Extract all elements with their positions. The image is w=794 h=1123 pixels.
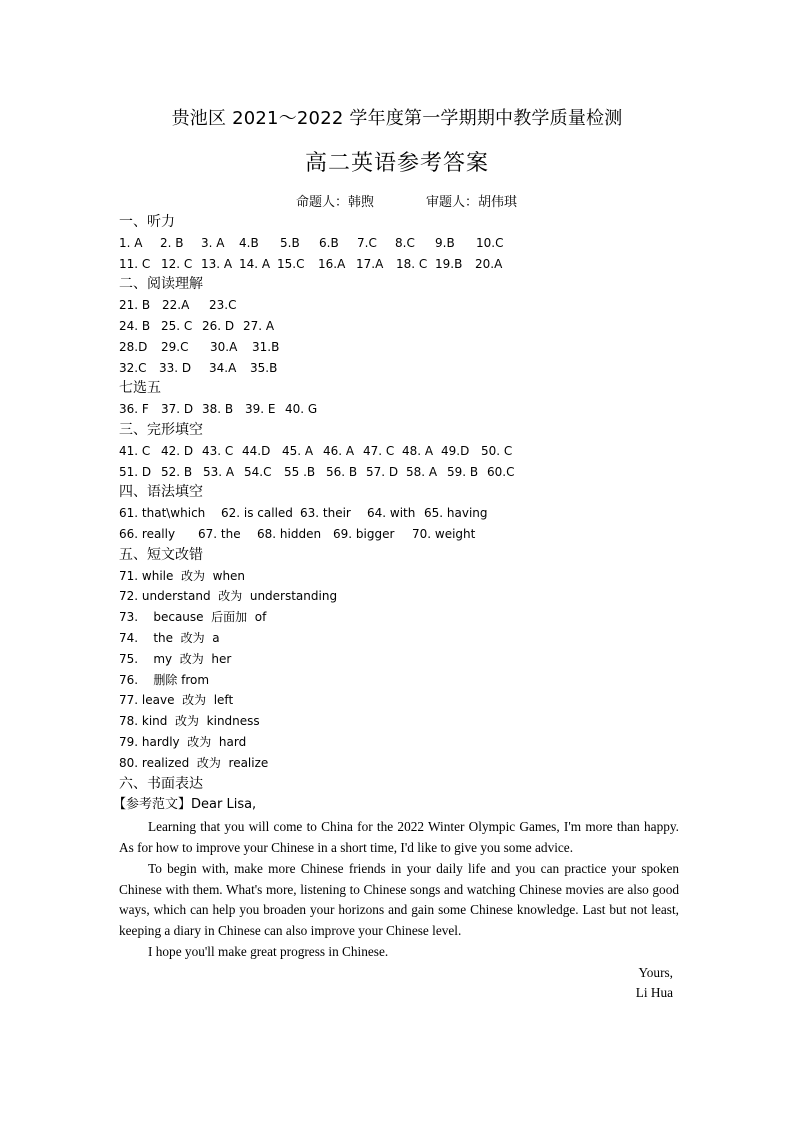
answer-row bbox=[119, 358, 679, 379]
answer-row bbox=[119, 399, 679, 420]
answer-item: 24. B bbox=[119, 318, 151, 333]
answer-item: 55 .B bbox=[284, 464, 316, 479]
correction-item: 80. realized 改为 realize bbox=[119, 755, 269, 770]
answer-row bbox=[119, 254, 679, 275]
answer-item: 45. A bbox=[282, 443, 314, 458]
answer-item: 34.A bbox=[209, 360, 237, 375]
sample-essay-label: 【参考范文】 bbox=[113, 797, 192, 813]
answer-item: 17.A bbox=[356, 256, 384, 271]
essay-paragraph: Learning that you will come to China for the 2022 Winter Olympic Games, I'm more than happy. As for how to improve your Chinese in a short time, I'd like to give you some advice. bbox=[119, 819, 679, 855]
answer-item: 52. B bbox=[161, 464, 193, 479]
answer-item: 29.C bbox=[161, 339, 189, 354]
answer-item: 10.C bbox=[476, 235, 504, 250]
answer-item: 21. B bbox=[119, 298, 151, 313]
answer-item: 8.C bbox=[395, 235, 415, 250]
answer-item: 1. A bbox=[119, 235, 143, 250]
answer-item: 16.A bbox=[318, 256, 346, 271]
answer-item: 32.C bbox=[119, 360, 147, 375]
answer-row bbox=[119, 503, 679, 524]
answer-item: 13. A bbox=[201, 256, 233, 271]
answer-item: 59. B bbox=[447, 464, 479, 479]
essay-paragraph: To begin with, make more Chinese friends in your daily life and you can practice your spoken Chinese with them. What's more, listening to Chinese songs and watching Chinese movies are also good ways, which can help you broaden your horizons and gain some Chinese knowledge. Last but not least, keeping a diary in Chinese can also improve your Chinese level. bbox=[119, 860, 679, 939]
answer-item: 28.D bbox=[119, 339, 148, 354]
answer-item: 42. D bbox=[161, 443, 194, 458]
answer-item: 63. their bbox=[300, 506, 351, 521]
answer-item: 39. E bbox=[245, 402, 276, 417]
answer-item: 58. A bbox=[406, 464, 438, 479]
section-heading-seven-choose-five: 七选五 bbox=[119, 380, 161, 397]
answer-item: 67. the bbox=[198, 526, 241, 541]
question-reviewer: 审题人：胡伟琪 bbox=[426, 195, 518, 210]
correction-item: 74. the 改为 a bbox=[119, 630, 220, 645]
section-heading-grammar: 四、语法填空 bbox=[119, 484, 203, 501]
answer-item: 69. bigger bbox=[333, 526, 395, 541]
answer-item: 46. A bbox=[323, 443, 355, 458]
answer-item: 7.C bbox=[357, 235, 377, 250]
sample-essay bbox=[119, 817, 679, 963]
section-heading-correction: 五、短文改错 bbox=[119, 546, 203, 563]
answer-item: 68. hidden bbox=[257, 526, 322, 541]
answer-item: 22.A bbox=[162, 298, 190, 313]
answer-item: 36. F bbox=[119, 402, 149, 417]
essay-greeting-line bbox=[113, 795, 679, 816]
answer-item: 44.D bbox=[242, 443, 271, 458]
answer-item: 38. B bbox=[202, 402, 234, 417]
answer-item: 66. really bbox=[119, 526, 176, 541]
answer-item: 18. C bbox=[396, 256, 428, 271]
section-heading-cloze: 三、完形填空 bbox=[119, 421, 203, 438]
authors-line bbox=[296, 191, 517, 210]
answer-item: 50. C bbox=[481, 443, 513, 458]
answer-item: 43. C bbox=[202, 443, 234, 458]
answer-row bbox=[119, 316, 679, 337]
correction-item: 77. leave 改为 left bbox=[119, 693, 234, 708]
answer-item: 3. A bbox=[201, 235, 225, 250]
answer-item: 9.B bbox=[435, 235, 455, 250]
answer-item: 37. D bbox=[161, 402, 194, 417]
answer-item: 31.B bbox=[252, 339, 280, 354]
answer-item: 6.B bbox=[319, 235, 339, 250]
correction-item: 75. my 改为 her bbox=[119, 651, 232, 666]
question-setter: 命题人：韩煦 bbox=[296, 195, 375, 210]
section-heading-writing: 六、书面表达 bbox=[119, 775, 203, 792]
page-title: 贵池区 2021～2022 学年度第一学期期中教学质量检测 bbox=[171, 108, 623, 129]
answer-item: 25. C bbox=[161, 318, 193, 333]
answer-item: 65. having bbox=[424, 506, 488, 521]
answer-item: 41. C bbox=[119, 443, 151, 458]
answer-item: 30.A bbox=[210, 339, 238, 354]
answer-item: 33. D bbox=[159, 360, 192, 375]
answer-item: 4.B bbox=[239, 235, 259, 250]
correction-item: 76. 删除 from bbox=[119, 672, 210, 687]
correction-item: 72. understand 改为 understanding bbox=[119, 589, 338, 604]
answer-row bbox=[119, 337, 679, 358]
correction-item: 78. kind 改为 kindness bbox=[119, 714, 260, 729]
answer-item: 47. C bbox=[363, 443, 395, 458]
answer-item: 49.D bbox=[441, 443, 470, 458]
answer-row bbox=[119, 233, 679, 254]
answer-item: 20.A bbox=[475, 256, 503, 271]
page-subtitle: 高二英语参考答案 bbox=[304, 151, 489, 176]
answer-item: 35.B bbox=[250, 360, 278, 375]
answer-content bbox=[113, 212, 679, 1004]
answer-item: 19.B bbox=[435, 256, 463, 271]
answer-item: 53. A bbox=[203, 464, 235, 479]
correction-item: 73. because 后面加 of bbox=[119, 610, 267, 625]
answer-item: 14. A bbox=[239, 256, 271, 271]
essay-paragraph: I hope you'll make great progress in Chinese. bbox=[148, 943, 389, 959]
answer-row bbox=[119, 524, 679, 545]
answer-item: 12. C bbox=[161, 256, 193, 271]
answer-item: 40. G bbox=[285, 402, 318, 417]
answer-item: 64. with bbox=[367, 506, 416, 521]
answer-row bbox=[119, 441, 679, 462]
section-heading-reading: 二、阅读理解 bbox=[119, 276, 203, 293]
answer-item: 15.C bbox=[277, 256, 305, 271]
section-heading-listening: 一、听力 bbox=[119, 214, 175, 230]
answer-item: 70. weight bbox=[412, 526, 476, 541]
answer-row bbox=[119, 295, 679, 316]
essay-signature: Li Hua bbox=[635, 985, 673, 1001]
answer-item: 61. that\which bbox=[119, 506, 206, 521]
answer-item: 62. is called bbox=[221, 506, 293, 521]
essay-greeting: Dear Lisa, bbox=[191, 797, 257, 813]
answer-item: 51. D bbox=[119, 464, 152, 479]
answer-item: 60.C bbox=[487, 464, 515, 479]
answer-item: 26. D bbox=[202, 318, 235, 333]
answer-item: 23.C bbox=[209, 298, 237, 313]
answer-item: 27. A bbox=[243, 318, 275, 333]
answer-item: 57. D bbox=[366, 464, 399, 479]
answer-item: 5.B bbox=[280, 235, 300, 250]
correction-item: 71. while 改为 when bbox=[119, 568, 246, 583]
answer-row bbox=[119, 462, 679, 483]
answer-item: 56. B bbox=[326, 464, 358, 479]
answer-item: 48. A bbox=[402, 443, 434, 458]
answer-item: 11. C bbox=[119, 256, 151, 271]
correction-item: 79. hardly 改为 hard bbox=[119, 734, 247, 749]
answer-item: 54.C bbox=[244, 464, 272, 479]
essay-closing: Yours, bbox=[638, 964, 673, 980]
answer-item: 2. B bbox=[160, 235, 184, 250]
